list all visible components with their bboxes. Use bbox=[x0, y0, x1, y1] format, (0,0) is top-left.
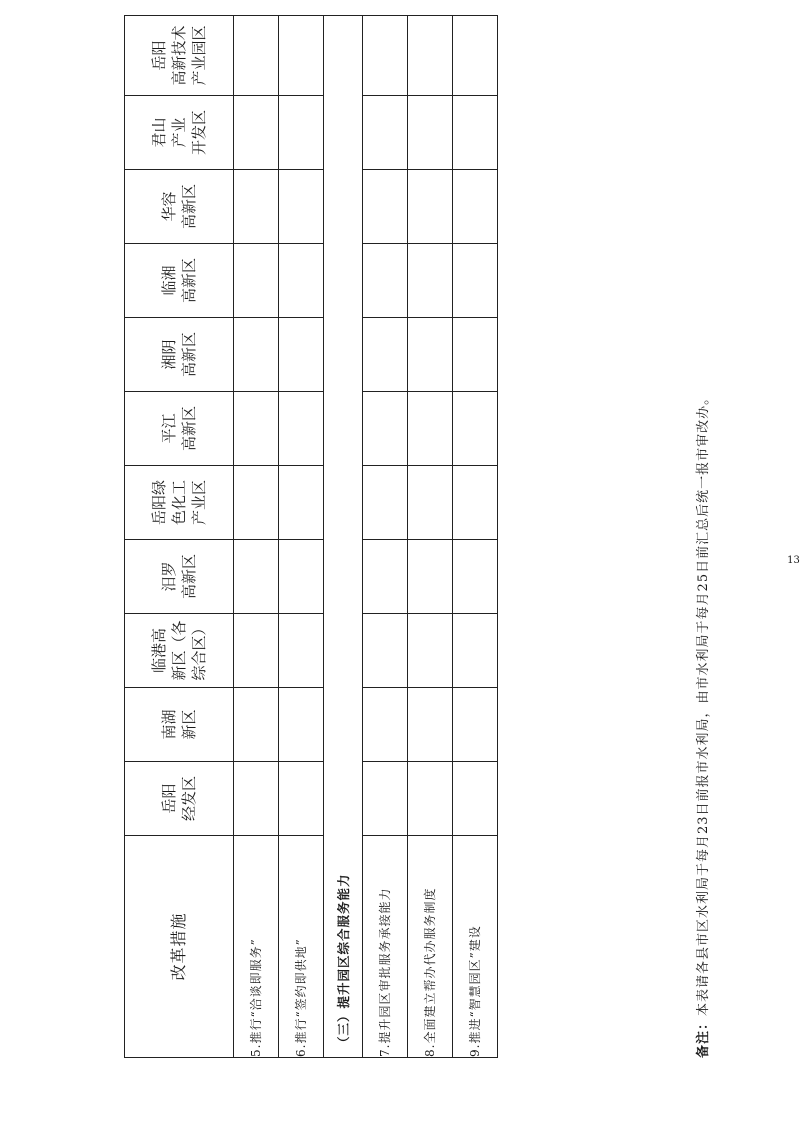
section-title: （三）提升园区综合服务能力 bbox=[324, 16, 363, 1058]
header-district: 华容 高新区 bbox=[125, 170, 234, 244]
measure-cell: 5.推行“洽谈即服务” bbox=[234, 836, 279, 1058]
page-number-text: 13 bbox=[787, 555, 800, 567]
header-district: 临港高 新区（各 综合区） bbox=[125, 614, 234, 688]
footnote bbox=[692, 391, 711, 1058]
measure-cell: 9.推进“智慧园区”建设 bbox=[453, 836, 498, 1058]
header-district: 临湘 高新区 bbox=[125, 244, 234, 318]
table-row bbox=[453, 16, 498, 1058]
header-district: 南湖 新区 bbox=[125, 688, 234, 762]
page-number bbox=[781, 0, 800, 1122]
header-measure: 改革措施 bbox=[125, 836, 234, 1058]
table-header-row bbox=[125, 16, 234, 1058]
footnote-label: 备注： bbox=[696, 1015, 711, 1058]
footnote-text: 本表请各县市区水利局于每月23日前报市水利局，由市水利局于每月25日前汇总后统一报市审改办。 bbox=[696, 390, 711, 1016]
header-district: 岳阳 经发区 bbox=[125, 762, 234, 836]
measure-cell: 8.全面建立帮办代办服务制度 bbox=[408, 836, 453, 1058]
header-district: 岳阳绿 色化工 产业区 bbox=[125, 466, 234, 540]
table-row bbox=[363, 16, 408, 1058]
table-row bbox=[234, 16, 279, 1058]
header-district: 岳阳 高新技术 产业园区 bbox=[125, 16, 234, 96]
table-row bbox=[279, 16, 324, 1058]
header-district: 汨罗 高新区 bbox=[125, 540, 234, 614]
measure-cell: 6.推行“签约即供地” bbox=[279, 836, 324, 1058]
reform-measures-table bbox=[124, 15, 498, 1058]
header-district: 平江 高新区 bbox=[125, 392, 234, 466]
header-district: 湘阴 高新区 bbox=[125, 318, 234, 392]
section-row bbox=[324, 16, 363, 1058]
table-row bbox=[408, 16, 453, 1058]
measure-cell: 7.提升园区审批服务承接能力 bbox=[363, 836, 408, 1058]
header-district: 君山 产业 开发区 bbox=[125, 96, 234, 170]
